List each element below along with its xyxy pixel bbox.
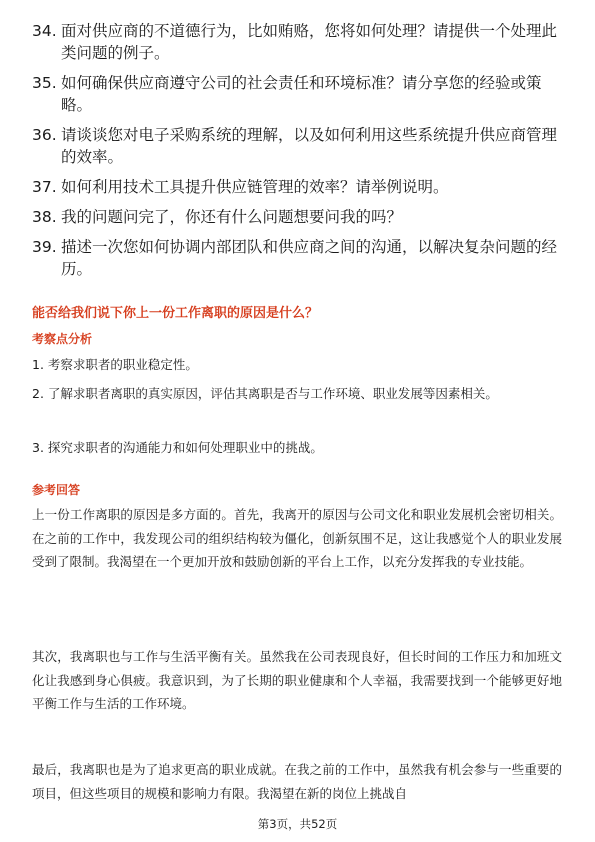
question-list: [32, 20, 572, 288]
page-footer: 第3页，共52页: [257, 817, 338, 831]
question-text: 面对供应商的不道德行为，比如贿赂，您将如何处理？请提供一个处理此类问题的例子。: [61, 22, 558, 62]
question-number: 34.: [32, 22, 57, 40]
analysis-point: 2. 了解求职者离职的真实原因，评估其离职是否与工作环境、职业发展等因素相关。: [32, 386, 498, 401]
question-number: 35.: [32, 74, 57, 92]
question-item: [32, 206, 572, 228]
question-number: 36.: [32, 126, 57, 144]
analysis-point: 3. 探究求职者的沟通能力和如何处理职业中的挑战。: [32, 440, 323, 455]
question-text: 如何利用技术工具提升供应链管理的效率？请举例说明。: [61, 178, 449, 196]
question-text: 如何确保供应商遵守公司的社会责任和环境标准？请分享您的经验或策略。: [61, 74, 542, 114]
question-item: [32, 176, 572, 198]
question-item: [32, 236, 572, 280]
analysis-point: 1. 考察求职者的职业稳定性。: [32, 357, 198, 372]
question-item: [32, 72, 572, 116]
question-text: 我的问题问完了，你还有什么问题想要问我的吗？: [61, 208, 403, 226]
answer-paragraph: 其次，我离职也与工作与生活平衡有关。虽然我在公司表现良好，但长时间的工作压力和加班文化让我感到身心俱疲。我意识到，为了长期的职业健康和个人幸福，我需要找到一个能够更好地平衡工作与生活的工作环境。: [32, 649, 562, 711]
question-number: 37.: [32, 178, 57, 196]
question-number: 38.: [32, 208, 57, 226]
question-number: 39.: [32, 238, 57, 256]
analysis-heading: 考察点分析: [32, 332, 93, 346]
answer-heading: 参考回答: [32, 483, 81, 497]
answer-paragraph: 上一份工作离职的原因是多方面的。首先，我离开的原因与公司文化和职业发展机会密切相关。在之前的工作中，我发现公司的组织结构较为僵化，创新氛围不足，这让我感觉个人的职业发展受到了限制。我渴望在一个更加开放和鼓励创新的平台上工作，以充分发挥我的专业技能。: [32, 507, 562, 569]
question-text: 描述一次您如何协调内部团队和供应商之间的沟通，以解决复杂问题的经历。: [61, 238, 558, 278]
section-title: 能否给我们说下你上一份工作离职的原因是什么？: [32, 306, 319, 321]
question-text: 请谈谈您对电子采购系统的理解，以及如何利用这些系统提升供应商管理的效率。: [61, 126, 558, 166]
answer-paragraph: 最后，我离职也是为了追求更高的职业成就。在我之前的工作中，虽然我有机会参与一些重要的项目，但这些项目的规模和影响力有限。我渴望在新的岗位上挑战自: [32, 762, 562, 801]
question-item: [32, 124, 572, 168]
question-item: [32, 20, 572, 64]
